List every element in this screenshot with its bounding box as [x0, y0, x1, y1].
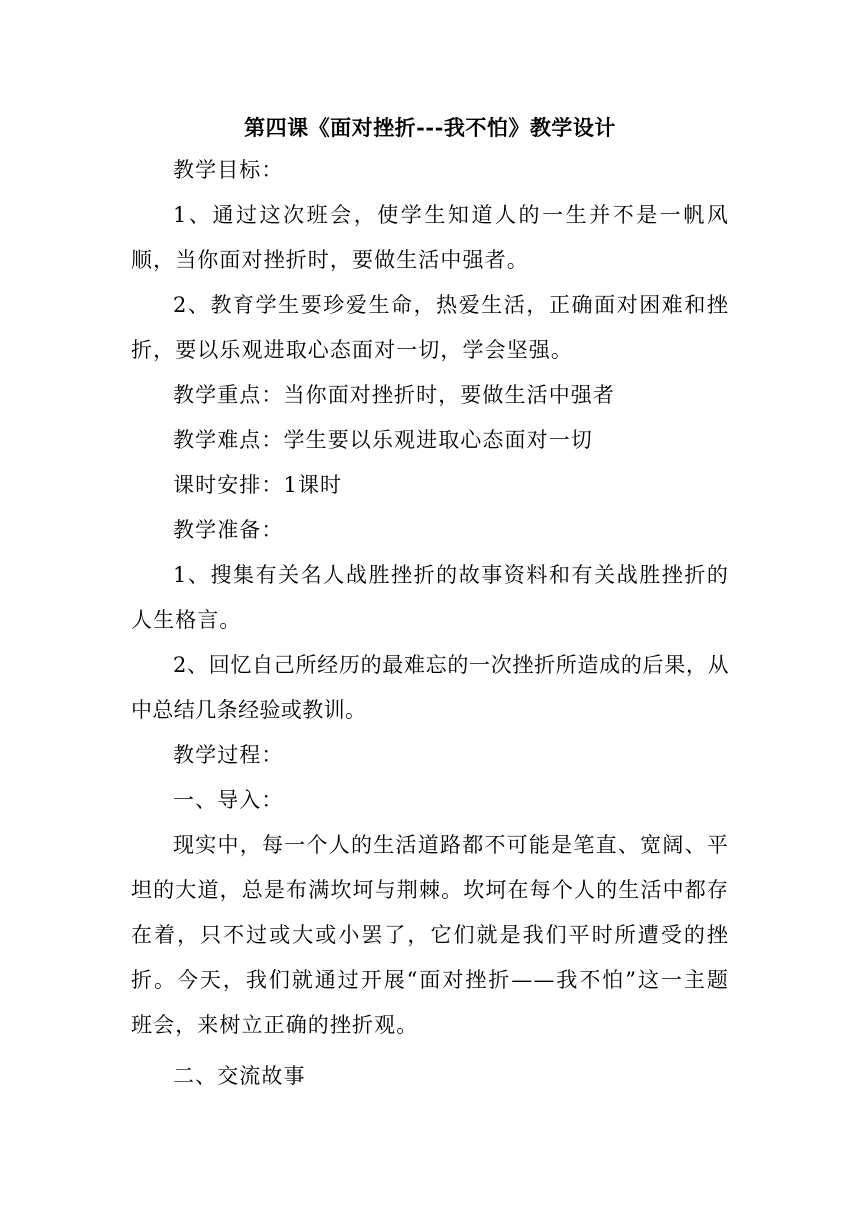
paragraph-preparation-heading: 教学准备： — [173, 518, 284, 542]
paragraph-process-heading: 教学过程： — [173, 743, 284, 767]
paragraph-objective-2: 2、教育学生要珍爱生命，热爱生活，正确面对困难和挫折，要以乐观进取心态面对一切，学会坚强。 — [131, 293, 729, 362]
paragraph-difficulty: 教学难点：学生要以乐观进取心态面对一切 — [173, 428, 593, 452]
paragraph-objective-1: 1、通过这次班会，使学生知道人的一生并不是一帆风顺，当你面对挫折时，要做生活中强者。 — [131, 203, 729, 272]
document-title: 第四课《面对挫折---我不怕》教学设计 — [244, 115, 616, 140]
document-body — [131, 108, 729, 1099]
paragraph-intro-body: 现实中，每一个人的生活道路都不可能是笔直、宽阔、平坦的大道，总是布满坎坷与荆棘。坎坷在每个人的生活中都存在着，只不过或大或小罢了，它们就是我们平时所遭受的挫折。今天，我们就通过开展“面对挫折——我不怕”这一主题班会，来树立正确的挫折观。 — [131, 833, 729, 1037]
paragraph-objectives-heading: 教学目标： — [173, 158, 284, 182]
paragraph-intro-heading: 一、导入： — [173, 788, 284, 812]
paragraph-stories-heading: 二、交流故事 — [173, 1064, 306, 1088]
paragraph-key-point: 教学重点：当你面对挫折时，要做生活中强者 — [173, 383, 615, 407]
paragraph-schedule: 课时安排：1课时 — [173, 473, 343, 497]
paragraph-preparation-2: 2、回忆自己所经历的最难忘的一次挫折所造成的后果，从中总结几条经验或教训。 — [131, 653, 729, 722]
paragraph-preparation-1: 1、搜集有关名人战胜挫折的故事资料和有关战胜挫折的人生格言。 — [131, 563, 729, 632]
